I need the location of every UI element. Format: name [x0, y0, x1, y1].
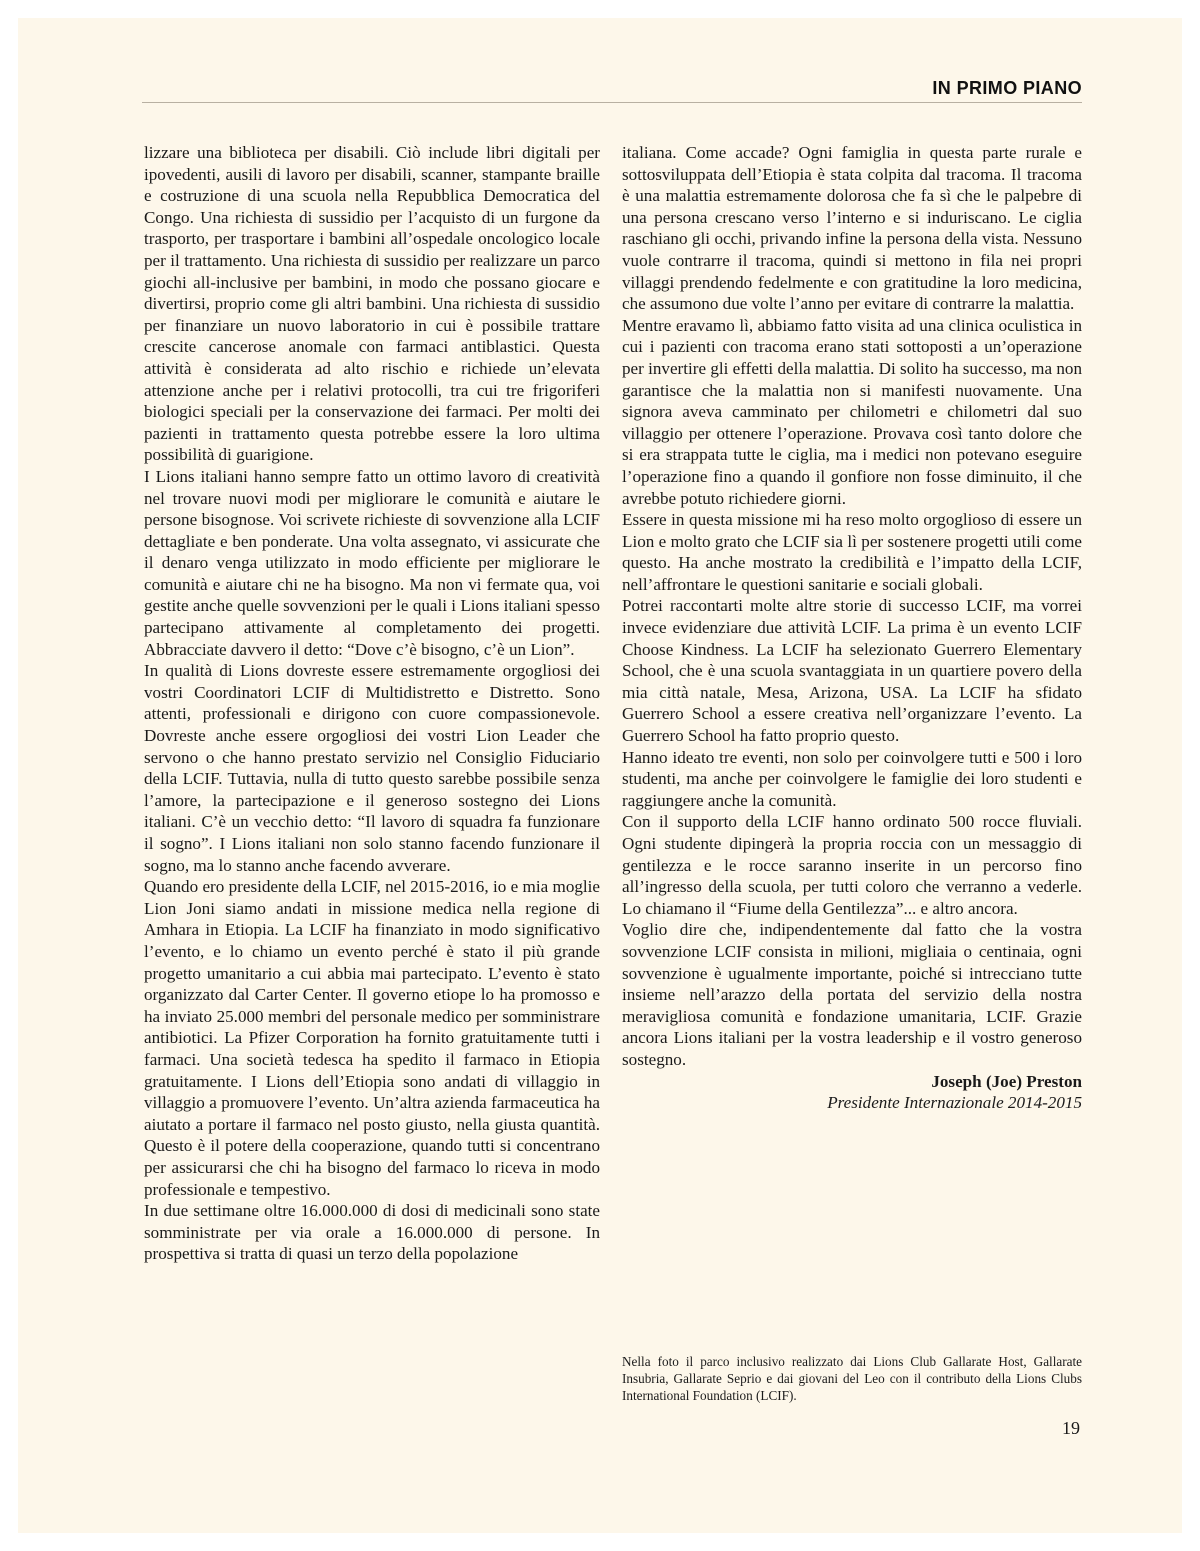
section-header — [142, 60, 1082, 103]
paragraph: lizzare una biblioteca per disabili. Ciò include libri digitali per ipovedenti, ausili di lavoro per disabili, scanner, stampante braille e costruzione di una scuola nella Repubblica Democratica del Congo. Una richiesta di sussidio per l’acquisto di un furgone da trasporto, per trasportare i bambini all’ospedale oncologico locale per il trattamento. Una richiesta di sussidio per realizzare un parco giochi all-inclusive per bambini, in modo che possano giocare e divertirsi, proprio come gli altri bambini. Una richiesta di sussidio per finanziare un nuovo laboratorio in cui è possibile trattare crescite cancerose anomale con farmaci antiblastici. Questa attività è considerata ad alto rischio e richiede un’elevata attenzione anche per i relativi protocolli, tra cui tre frigoriferi biologici speciali per la conservazione dei farmaci. Per molti dei pazienti in trattamento questa potrebbe essere la loro ultima possibilità di guarigione. — [144, 143, 600, 465]
paragraph: Essere in questa missione mi ha reso molto orgoglioso di essere un Lion e molto grato che LCIF sia lì per sostenere progetti utili come questo. Ha anche mostrato la credibilità e l’impatto della LCIF, nell’affrontare le questioni sanitarie e sociali globali. — [622, 510, 1082, 594]
paragraph: Mentre eravamo lì, abbiamo fatto visita ad una clinica oculistica in cui i pazienti con tracoma erano stati sottoposti a un’operazione per invertire gli effetti della malattia. Di solito ha successo, ma non garantisce che la malattia non si manifesti nuovamente. Una signora aveva camminato per chilometri e chilometri dal suo villaggio per ottenere l’operazione. Provava così tanto dolore che si era strappata tutte le ciglia, ma i medici non potevano eseguire l’operazione fino a quando il gonfiore non fosse diminuito, il che avrebbe potuto richiedere giorni. — [622, 315, 1082, 508]
paragraph: Quando ero presidente della LCIF, nel 2015-2016, io e mia moglie Lion Joni siamo andati in missione medica nella regione di Amhara in Etiopia. La LCIF ha finanziato in modo significativo l’evento, e lo chiamo un evento perché è stato il più grande progetto umanitario a cui abbia mai partecipato. L’evento è stato organizzato dal Carter Center. Il governo etiope lo ha promosso e ha inviato 25.000 membri del personale medico per somministrare antibiotici. La Pfizer Corporation ha fornito gratuitamente tutti i farmaci. Una società tedesca ha spedito il farmaco in Etiopia gratuitamente. I Lions dell’Etiopia sono andati di villaggio in villaggio a promuovere l’evento. Un’altra azienda farmaceutica ha aiutato a portare il farmaco nel posto giusto, nella giusta quantità. Questo è il potere della cooperazione, quando tutti si concentrano per assicurarsi che chi ha bisogno del farmaco lo riceva in modo professionale e tempestivo. — [144, 877, 600, 1199]
section-title: IN PRIMO PIANO — [932, 78, 1082, 98]
right-column — [622, 142, 1082, 1114]
paragraph: Hanno ideato tre eventi, non solo per coinvolgere tutti e 500 i loro studenti, ma anche per coinvolgere le famiglie dei loro studenti e raggiungere anche la comunità. — [622, 747, 1082, 810]
paragraph: italiana. Come accade? Ogni famiglia in questa parte rurale e sottosviluppata dell’Etiopia è stata colpita dal tracoma. Il tracoma è una malattia estremamente dolorosa che fa sì che le palpebre di una persona crescano verso l’interno e si induriscano. Le ciglia raschiano gli occhi, privando infine la persona della vista. Nessuno vuole contrarre il tracoma, quindi si mettono in fila nei propri villaggi prendendo fedelmente e con gratitudine la loro medicina, che assumono due volte l’anno per evitare di contrarre la malattia. — [622, 143, 1082, 314]
paragraph: Voglio dire che, indipendentemente dal fatto che la vostra sovvenzione LCIF consista in milioni, migliaia o centinaia, ogni sovvenzione è ugualmente importante, poiché si intrecciano tutte insieme nell’arazzo della portata del servizio della nostra meravigliosa comunità e fondazione umanitaria, LCIF. Grazie ancora Lions italiani per la vostra leadership e il vostro generoso sostegno. — [622, 920, 1082, 1069]
paragraph: Potrei raccontarti molte altre storie di successo LCIF, ma vorrei invece evidenziare due attività LCIF. La prima è un evento LCIF Choose Kindness. La LCIF ha selezionato Guerrero Elementary School, che è una scuola svantaggiata in un quartiere povero della mia città natale, Mesa, Arizona, USA. La LCIF ha sfidato Guerrero School a essere creativa nell’organizzare l’evento. La Guerrero School ha fatto proprio questo. — [622, 596, 1082, 746]
paragraph: I Lions italiani hanno sempre fatto un ottimo lavoro di creatività nel trovare nuovi modi per migliorare le comunità e aiutare le persone bisognose. Voi scrivete richieste di sovvenzione alla LCIF dettagliate e ben ponderate. Una volta assegnato, vi assicurate che il denaro venga utilizzato in modo efficiente per migliorare le comunità e aiutare chi ne ha bisogno. Ma non vi fermate qua, voi gestite anche quelle sovvenzioni per le quali i Lions italiani spesso partecipano attivamente al completamento dei progetti. Abbracciate davvero il detto: “Dove c’è bisogno, c’è un Lion”. — [144, 466, 600, 659]
photo-caption: Nella foto il parco inclusivo realizzato dai Lions Club Gallarate Host, Gallarate Insubria, Gallarate Seprio e dai giovani del Leo con il contributo della Lions Clubs International Foundation (LCIF). — [622, 1354, 1082, 1403]
page-number: 19 — [1062, 1418, 1080, 1438]
signature-role: Presidente Internazionale 2014-2015 — [827, 1093, 1082, 1113]
left-column — [144, 142, 600, 1265]
signature-name: Joseph (Joe) Preston — [931, 1071, 1082, 1091]
paragraph: In due settimane oltre 16.000.000 di dosi di medicinali sono state somministrate per via orale a 16.000.000 di persone. In prospettiva si tratta di quasi un terzo della popolazione — [144, 1201, 600, 1264]
paragraph: In qualità di Lions dovreste essere estremamente orgogliosi dei vostri Coordinatori LCIF di Multidistretto e Distretto. Sono attenti, professionali e dirigono con cuore compassionevole. Dovreste anche essere orgogliosi dei vostri Lion Leader che servono o che hanno prestato servizio nel Consiglio Fiduciario della LCIF. Tuttavia, nulla di tutto questo sarebbe possibile senza l’amore, la partecipazione e il generoso sostegno dei Lions italiani. C’è un vecchio detto: “Il lavoro di squadra fa funzionare il sogno”. I Lions italiani non solo stanno facendo funzionare il sogno, ma lo stanno anche facendo avverare. — [144, 661, 600, 875]
paragraph: Con il supporto della LCIF hanno ordinato 500 rocce fluviali. Ogni studente dipingerà la propria roccia con un messaggio di gentilezza e le rocce saranno inserite in un percorso fino all’ingresso della scuola, per tutti coloro che verranno a vederle. Lo chiamano il “Fiume della Gentilezza”... e altro ancora. — [622, 812, 1082, 918]
